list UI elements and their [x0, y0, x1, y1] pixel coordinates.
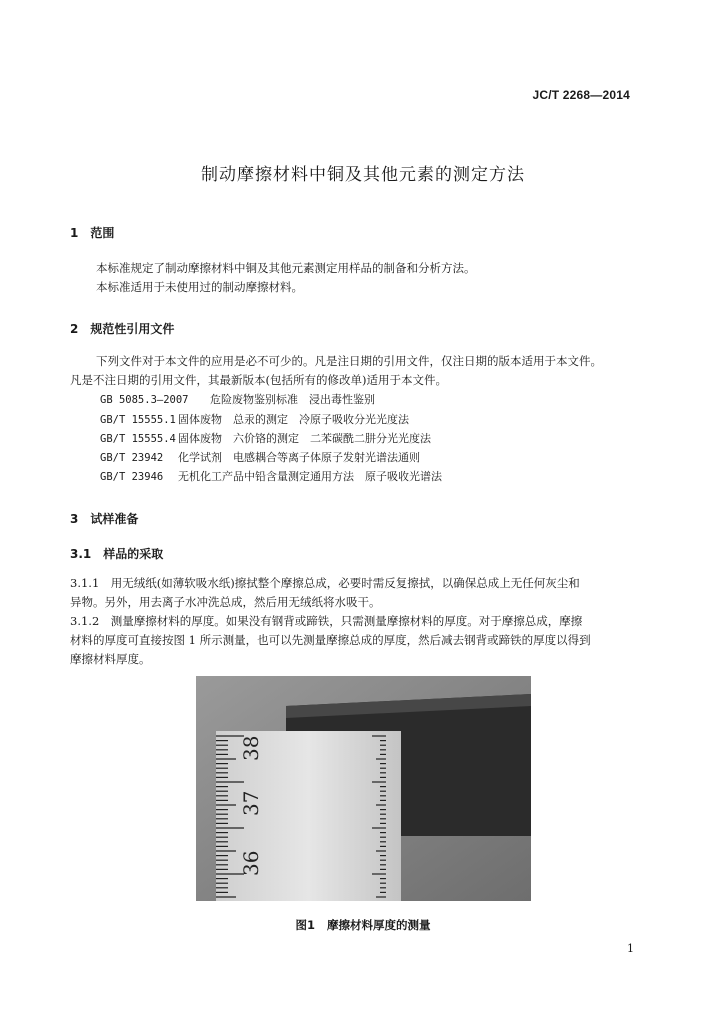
clause-3-1-2-line-3: 摩擦材料厚度。	[70, 652, 151, 666]
ruler-number: 37	[239, 790, 263, 816]
page-number: 1	[627, 942, 634, 955]
photo-graphic	[196, 676, 531, 901]
reference-item	[100, 410, 409, 430]
section-1-paragraph-2: 本标准适用于未使用过的制动摩擦材料。	[96, 280, 303, 294]
reference-code: GB 5085.3—2007	[100, 394, 189, 406]
standard-code: JC/T 2268—2014	[532, 88, 630, 102]
section-2-heading: 2 规范性引用文件	[70, 322, 175, 336]
reference-item	[100, 390, 375, 410]
clause-3-1-2-line-1: 3.1.2 测量摩擦材料的厚度。如果没有钢背或蹄铁，只需测量摩擦材料的厚度。对于摩擦总成，摩擦	[70, 614, 583, 628]
clause-3-1-1-line-2: 异物。另外，用去离子水冲洗总成，然后用无绒纸将水吸干。	[70, 595, 381, 609]
figure-caption	[0, 917, 726, 933]
section-2-intro-line-1: 下列文件对于本文件的应用是必不可少的。凡是注日期的引用文件，仅注日期的版本适用于本文件。	[96, 354, 602, 368]
reference-title: 危险废物鉴别标准 浸出毒性鉴别	[210, 393, 375, 406]
thickness-measurement-photo	[196, 676, 531, 901]
reference-title: 固体废物 六价铬的测定 二苯碳酰二肼分光光度法	[178, 432, 431, 445]
reference-code: GB/T 23942	[100, 452, 164, 464]
reference-title: 化学试剂 电感耦合等离子体原子发射光谱法通则	[178, 451, 420, 464]
section-1-paragraph-1: 本标准规定了制动摩擦材料中铜及其他元素测定用样品的制备和分析方法。	[96, 261, 476, 275]
section-3-1-heading: 3.1 样品的采取	[70, 547, 164, 561]
figure-label: 图1	[295, 918, 315, 932]
reference-item	[100, 467, 442, 487]
reference-item	[100, 448, 420, 468]
section-2-intro-line-2: 凡是不注日期的引用文件，其最新版本(包括所有的修改单)适用于本文件。	[70, 373, 447, 387]
reference-item	[100, 429, 431, 449]
figure-title: 摩擦材料厚度的测量	[327, 918, 431, 932]
reference-title: 无机化工产品中铅含量测定通用方法 原子吸收光谱法	[178, 470, 442, 483]
section-1-heading: 1 范围	[70, 226, 115, 240]
section-3-heading: 3 试样准备	[70, 512, 139, 526]
document-title: 制动摩擦材料中铜及其他元素的测定方法	[201, 165, 525, 185]
clause-3-1-2-line-2: 材料的厚度可直接按图 1 所示测量，也可以先测量摩擦总成的厚度，然后减去钢背或蹄铁的厚度以得到	[70, 633, 591, 647]
ruler-number: 36	[239, 850, 263, 876]
reference-code: GB/T 23946	[100, 471, 164, 483]
ruler-number: 38	[239, 735, 263, 761]
reference-code: GB/T 15555.1	[100, 414, 176, 426]
reference-title: 固体废物 总汞的测定 冷原子吸收分光光度法	[178, 413, 409, 426]
reference-code: GB/T 15555.4	[100, 433, 176, 445]
clause-3-1-1-line-1: 3.1.1 用无绒纸(如薄软吸水纸)擦拭整个摩擦总成，必要时需反复擦拭，以确保总成上无任何灰尘和	[70, 576, 580, 590]
